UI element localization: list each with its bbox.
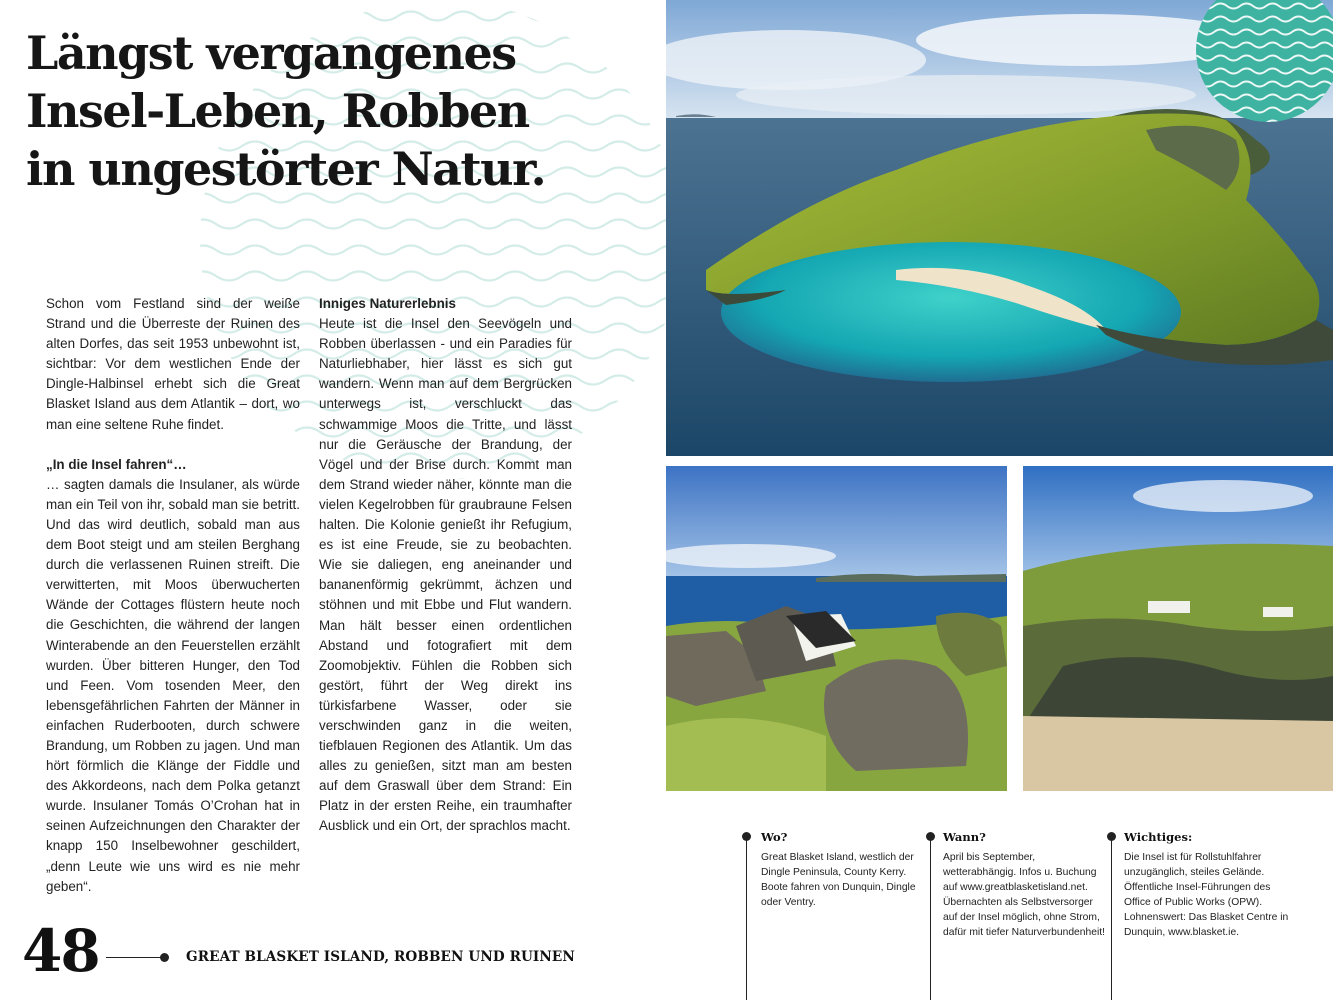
teal-wave-badge [1188, 0, 1333, 130]
info-heading-wo: Wo? [761, 830, 788, 844]
wave-line [190, 220, 670, 229]
text-column-1 [46, 294, 300, 897]
info-divider-line [746, 836, 747, 1000]
footer-line [106, 957, 162, 958]
info-bullet-dot [742, 832, 751, 841]
info-box-wichtiges [1124, 830, 1294, 940]
info-box-wann [943, 830, 1108, 940]
headline [26, 24, 586, 198]
body-paragraph-1: … sagten damals die Insulaner, als würde man ein Teil von ihr, sobald man sie betritt. Und das wird deutlich, sobald man aus dem Boot steigt und am steilen Berghang durch die verlassenen Ruinen streift. Die verwitterten, mit Moos überwucherten Wände der Cottages flüstern heute noch die Geschichten, die während der langen Winterabende an den Feuerstellen erzählt wurden. Über bitteren Hunger, den Tod und Feen. Vom tosenden Meer, den lebensgefährlichen Fahrten der Männer in einfachen Ruderbooten, durch schwere Brandung, um Robben zu jagen. Und man hört förmlich die Klänge der Fiddle und des Akkordeons, nach dem Polka getanzt wurde. Insulaner Tomás O’Crohan hat in seinen Aufzeichnungen den Charakter der knapp 150 Inselbewohner geschildert, „denn Leute wie uns wird es nie mehr geben“. [46, 476, 300, 894]
info-bullet-dot [1107, 832, 1116, 841]
info-box-wo [761, 830, 931, 910]
headline-line-3: in ungestörter Natur. [26, 142, 546, 196]
info-divider-line [1111, 836, 1112, 1000]
info-heading-wichtiges: Wichtiges: [1124, 830, 1193, 844]
wave-line [190, 272, 670, 281]
wave-line [190, 12, 670, 21]
info-heading-wann: Wann? [943, 830, 986, 844]
running-footer: GREAT BLASKET ISLAND, ROBBEN UND RUINEN [186, 949, 575, 965]
headline-line-2: Insel-Leben, Robben [26, 84, 529, 138]
subheading-naturerlebnis: Inniges Naturerlebnis [319, 296, 456, 311]
footer-dot [160, 953, 169, 962]
page-number: 48 [22, 917, 99, 985]
body-paragraph-2: Heute ist die Insel den Seevögeln und Robben überlassen - und ein Paradies für Naturliebhaber, hier lässt es sich gut wandern. Wenn man auf dem Bergrücken unterwegs ist, verschluckt das schwammige Moos die Tritte, und lässt nur die Geräusche der Brandung, der Vögel und der Brise durch. Kommt man dem Strand wieder näher, könnte man die vielen Kegelrobben für graubraune Felsen halten. Die Kolonie genießt ihr Refugium, es ist eine Freude, sie zu beobachten. Wie sie daliegen, eng aneinander und bananenförmig gekrümmt, ächzen und stöhnen und mit Ebbe und Flut wandern. Man hält besser einen ordentlichen Abstand und fotografiert mit dem Zoomobjektiv. Fühlen die Robben sich gestört, führt der Weg direkt ins türkisfarbene Wasser, oder sie verschwinden ganz in die weiten, tiefblauen Regionen des Atlantik. Um das alles zu genießen, sitzt man am besten auf dem Graswall über dem Strand: Ein Platz in der ersten Reihe, ein traumhafter Ausblick und ein Ort, der sprachlos macht. [319, 316, 572, 834]
wave-line [190, 246, 670, 255]
intro-paragraph: Schon vom Festland sind der weiße Strand und die Überreste der Ruinen des alten Dorfes, das seit 1953 unbewohnt ist, sichtbar: Vor dem westlichen Ende der Dingle-Halbinsel erhebt sich die Great Blasket Island aus dem Atlantik – dort, wo man eine seltene Ruhe findet. [46, 296, 300, 432]
headline-line-1: Längst vergangenes [26, 26, 516, 80]
subheading-in-die-insel: „In die Insel fahren“… [46, 456, 187, 472]
info-text-wichtiges: Die Insel ist für Rollstuhlfahrer unzugänglich, steiles Gelände. Öffentliche Insel-Führungen des Office of Public Works (OPW). Lohnenswert: Das Blasket Centre in Dunquin, www.blasket.ie. [1124, 852, 1289, 938]
info-text-wo: Great Blasket Island, westlich der Dingle Peninsula, County Kerry. Boote fahren von Dunquin, Dingle oder Ventry. [761, 852, 916, 908]
info-text-wann: April bis September, wetterabhängig. Infos u. Buchung auf www.greatblasketisland.net. Übernachten als Selbstversorger auf der Insel möglich, ohne Strom, dafür mit tiefer Naturverbundenheit! [943, 852, 1105, 938]
ruins-cottage-photo [666, 466, 1007, 791]
beach-houses-photo [1023, 466, 1333, 791]
text-column-2 [319, 294, 572, 837]
